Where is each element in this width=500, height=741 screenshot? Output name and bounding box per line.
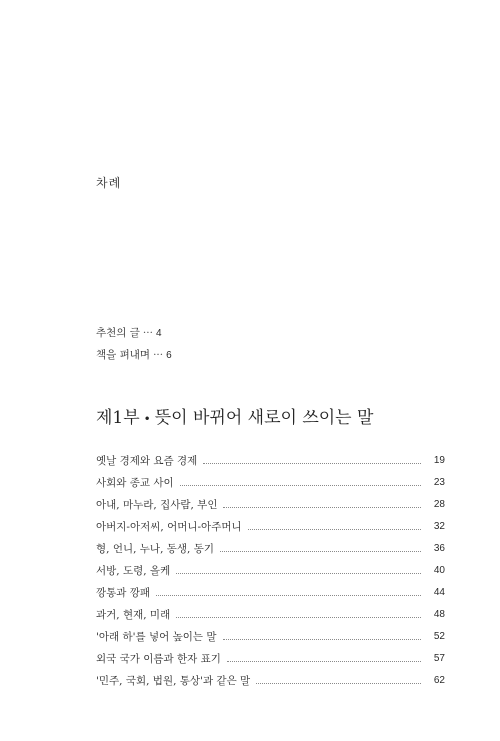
toc-entry[interactable] (96, 628, 445, 644)
toc-entry-page: 62 (433, 674, 445, 686)
dot-leader (180, 485, 421, 486)
toc-entry[interactable] (96, 562, 445, 578)
toc-entry-page: 32 (433, 520, 445, 532)
toc-entry-title: 아버지-아저씨, 어머니-아주머니 (96, 520, 242, 533)
toc-entry-title: 사회와 종교 사이 (96, 476, 174, 489)
toc-entry[interactable] (96, 650, 445, 666)
dot-leader (176, 617, 421, 618)
dot-leader (256, 683, 421, 684)
toc-entry[interactable] (96, 518, 445, 534)
toc-entry[interactable] (96, 606, 445, 622)
front-matter-title: 추천의 글 (96, 327, 140, 339)
dot-leader (220, 551, 421, 552)
part-bullet: • (143, 411, 151, 426)
part-title (96, 403, 373, 428)
toc-entry[interactable] (96, 496, 445, 512)
toc-entry-title: '아래 하'를 넣어 높이는 말 (96, 630, 217, 643)
toc-entry-title: 옛날 경제와 요즘 경제 (96, 454, 198, 467)
part-label: 제1부 (96, 408, 140, 428)
dot-leader (176, 573, 421, 574)
toc-entry-title: 외국 국가 이름과 한자 표기 (96, 652, 221, 665)
part-name: 뜻이 바뀌어 새로이 쓰이는 말 (154, 408, 374, 428)
toc-entry-title: 깡통과 깡패 (96, 586, 151, 599)
toc-entry[interactable] (96, 672, 445, 688)
toc-entry-title: '민주, 국회, 법원, 통상'과 같은 말 (96, 674, 251, 687)
toc-entry-title: 서방, 도령, 올케 (96, 564, 171, 577)
toc-entry-page: 23 (433, 476, 445, 488)
dot-leader (223, 639, 421, 640)
toc-entry[interactable] (96, 474, 445, 490)
toc-entry-page: 28 (433, 498, 445, 510)
front-matter-dots: ··· (142, 327, 153, 339)
toc-entry-title: 과거, 현재, 미래 (96, 608, 171, 621)
front-matter-page: 6 (166, 350, 172, 361)
toc-entry-page: 57 (433, 652, 445, 664)
toc-entry-page: 44 (433, 586, 445, 598)
toc-entry-page: 19 (433, 454, 445, 466)
front-matter-item[interactable] (96, 325, 162, 340)
toc-entry-title: 형, 언니, 누나, 동생, 동기 (96, 542, 214, 555)
toc-entry[interactable] (96, 540, 445, 556)
dot-leader (248, 529, 421, 530)
front-matter-item[interactable] (96, 347, 172, 362)
dot-leader (156, 595, 421, 596)
toc-entry-page: 36 (433, 542, 445, 554)
toc-entry-page: 40 (433, 564, 445, 576)
toc-entry[interactable] (96, 584, 445, 600)
front-matter-dots: ··· (153, 349, 164, 361)
toc-entry-title: 아내, 마누라, 집사람, 부인 (96, 498, 218, 511)
front-matter-title: 책을 펴내며 (96, 349, 151, 361)
toc-heading: 차례 (96, 176, 122, 190)
toc-entry-page: 48 (433, 608, 445, 620)
toc-entry[interactable] (96, 452, 445, 468)
toc-entry-page: 52 (433, 630, 445, 642)
dot-leader (203, 463, 421, 464)
dot-leader (223, 507, 421, 508)
front-matter-page: 4 (155, 328, 162, 339)
dot-leader (227, 661, 421, 662)
